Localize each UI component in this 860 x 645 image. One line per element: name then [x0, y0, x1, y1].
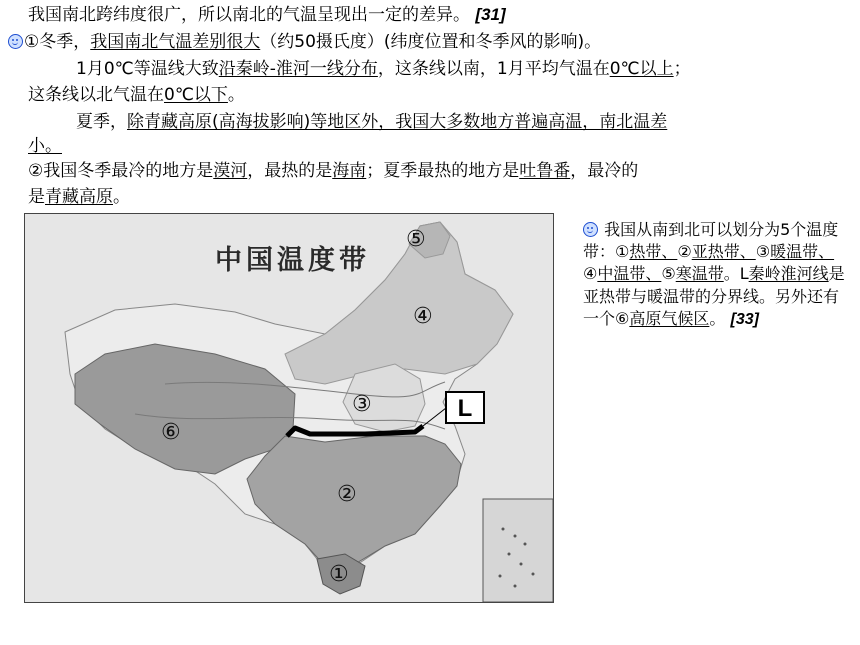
summer-temp-note-end: 小。 [28, 136, 62, 156]
map-title: 中国温度带 [215, 245, 370, 276]
reference-33: [33] [730, 310, 759, 328]
isotherm-middle: ，这条线以南，1月平均气温在 [377, 59, 610, 79]
extremes-mid2: ；夏季最热的地方是 [366, 161, 520, 181]
plateau-climate-zone: 高原气候区 [629, 308, 710, 328]
text-line-3 [76, 59, 691, 79]
line-l-label: L [445, 391, 485, 424]
hainan: 海南 [332, 161, 367, 181]
note-a: 我国从南到北可以划分为5个温度带：① [583, 220, 839, 262]
mohe: 漠河 [213, 161, 248, 181]
north-prefix: 这条线以北气温在 [28, 85, 164, 105]
text-line-4 [28, 85, 245, 105]
extremes-mid1: ，最热的是 [247, 161, 333, 181]
china-temperature-zone-map [24, 213, 554, 603]
plateau-end: 。 [113, 187, 130, 207]
zone-label-4: ④ [413, 304, 433, 329]
note-f: 。L [723, 264, 749, 284]
cold-temperate-zone: 寒温带 [675, 264, 724, 284]
south-sea-inset [483, 499, 553, 602]
text-line-7 [28, 161, 638, 181]
turpan: 吐鲁番 [519, 161, 571, 181]
extremes-mid3: ，最冷的 [570, 161, 639, 181]
plateau-prefix: 是 [28, 187, 45, 207]
text-line-8 [28, 187, 130, 207]
winter-prefix: ①冬季， [24, 32, 91, 52]
qinling-huaihe-line: 沿秦岭-淮河一线分布 [218, 59, 378, 79]
zone-label-3: ③ [352, 392, 372, 417]
mid-temperate-zone: 中温带、 [597, 264, 662, 284]
intro-text: 我国南北跨纬度很广，所以南北的气温呈现出一定的差异。 [28, 5, 470, 25]
tropical-zone: 热带、 [629, 242, 678, 262]
note-e: ⑤ [661, 264, 676, 284]
zone-label-5: ⑤ [406, 227, 426, 252]
text-line-2 [8, 32, 601, 52]
summer-prefix: 夏季， [76, 112, 127, 132]
note-c: ③ [755, 242, 771, 262]
isotherm-prefix: 1月0℃等温线大致 [76, 59, 219, 79]
qinling-huaihe-line-note: 秦岭淮河线 [748, 264, 829, 284]
text-line-6 [28, 136, 62, 156]
text-line-1 [28, 5, 506, 25]
qinghai-tibet-plateau: 青藏高原 [45, 187, 113, 207]
smiley-icon-2 [583, 222, 598, 237]
note-g: 是亚热带与暖温带的分界线。另外还有一个⑥ [583, 264, 845, 328]
extremes-prefix: ②我国冬季最冷的地方是 [28, 161, 214, 181]
winter-note: （约50摄氏度）(纬度位置和冬季风的影响)。 [260, 32, 602, 52]
note-d: ④ [583, 264, 598, 284]
smiley-icon [8, 34, 23, 49]
isotherm-end: ； [673, 59, 691, 79]
winter-temp-diff: 我国南北气温差别很大 [90, 32, 261, 52]
warm-temperate-zone: 暖温带、 [770, 242, 835, 262]
text-line-5 [76, 112, 667, 132]
below-zero: 0℃以下 [164, 85, 228, 105]
zone-label-2: ② [337, 482, 357, 507]
summer-temp-note: 除青藏高原(高海拔影响)等地区外，我国大多数地方普遍高温，南北温差 [127, 112, 668, 132]
note-h: 。 [709, 308, 726, 328]
note-b: ② [677, 242, 692, 262]
above-zero: 0℃以上 [609, 59, 674, 79]
reference-31: [31] [475, 5, 506, 24]
subtropical-zone: 亚热带、 [691, 242, 756, 262]
north-end: 。 [227, 85, 245, 105]
zone-label-6: ⑥ [161, 420, 181, 445]
zone-label-1: ① [329, 562, 349, 587]
temperature-zone-note [583, 219, 845, 331]
